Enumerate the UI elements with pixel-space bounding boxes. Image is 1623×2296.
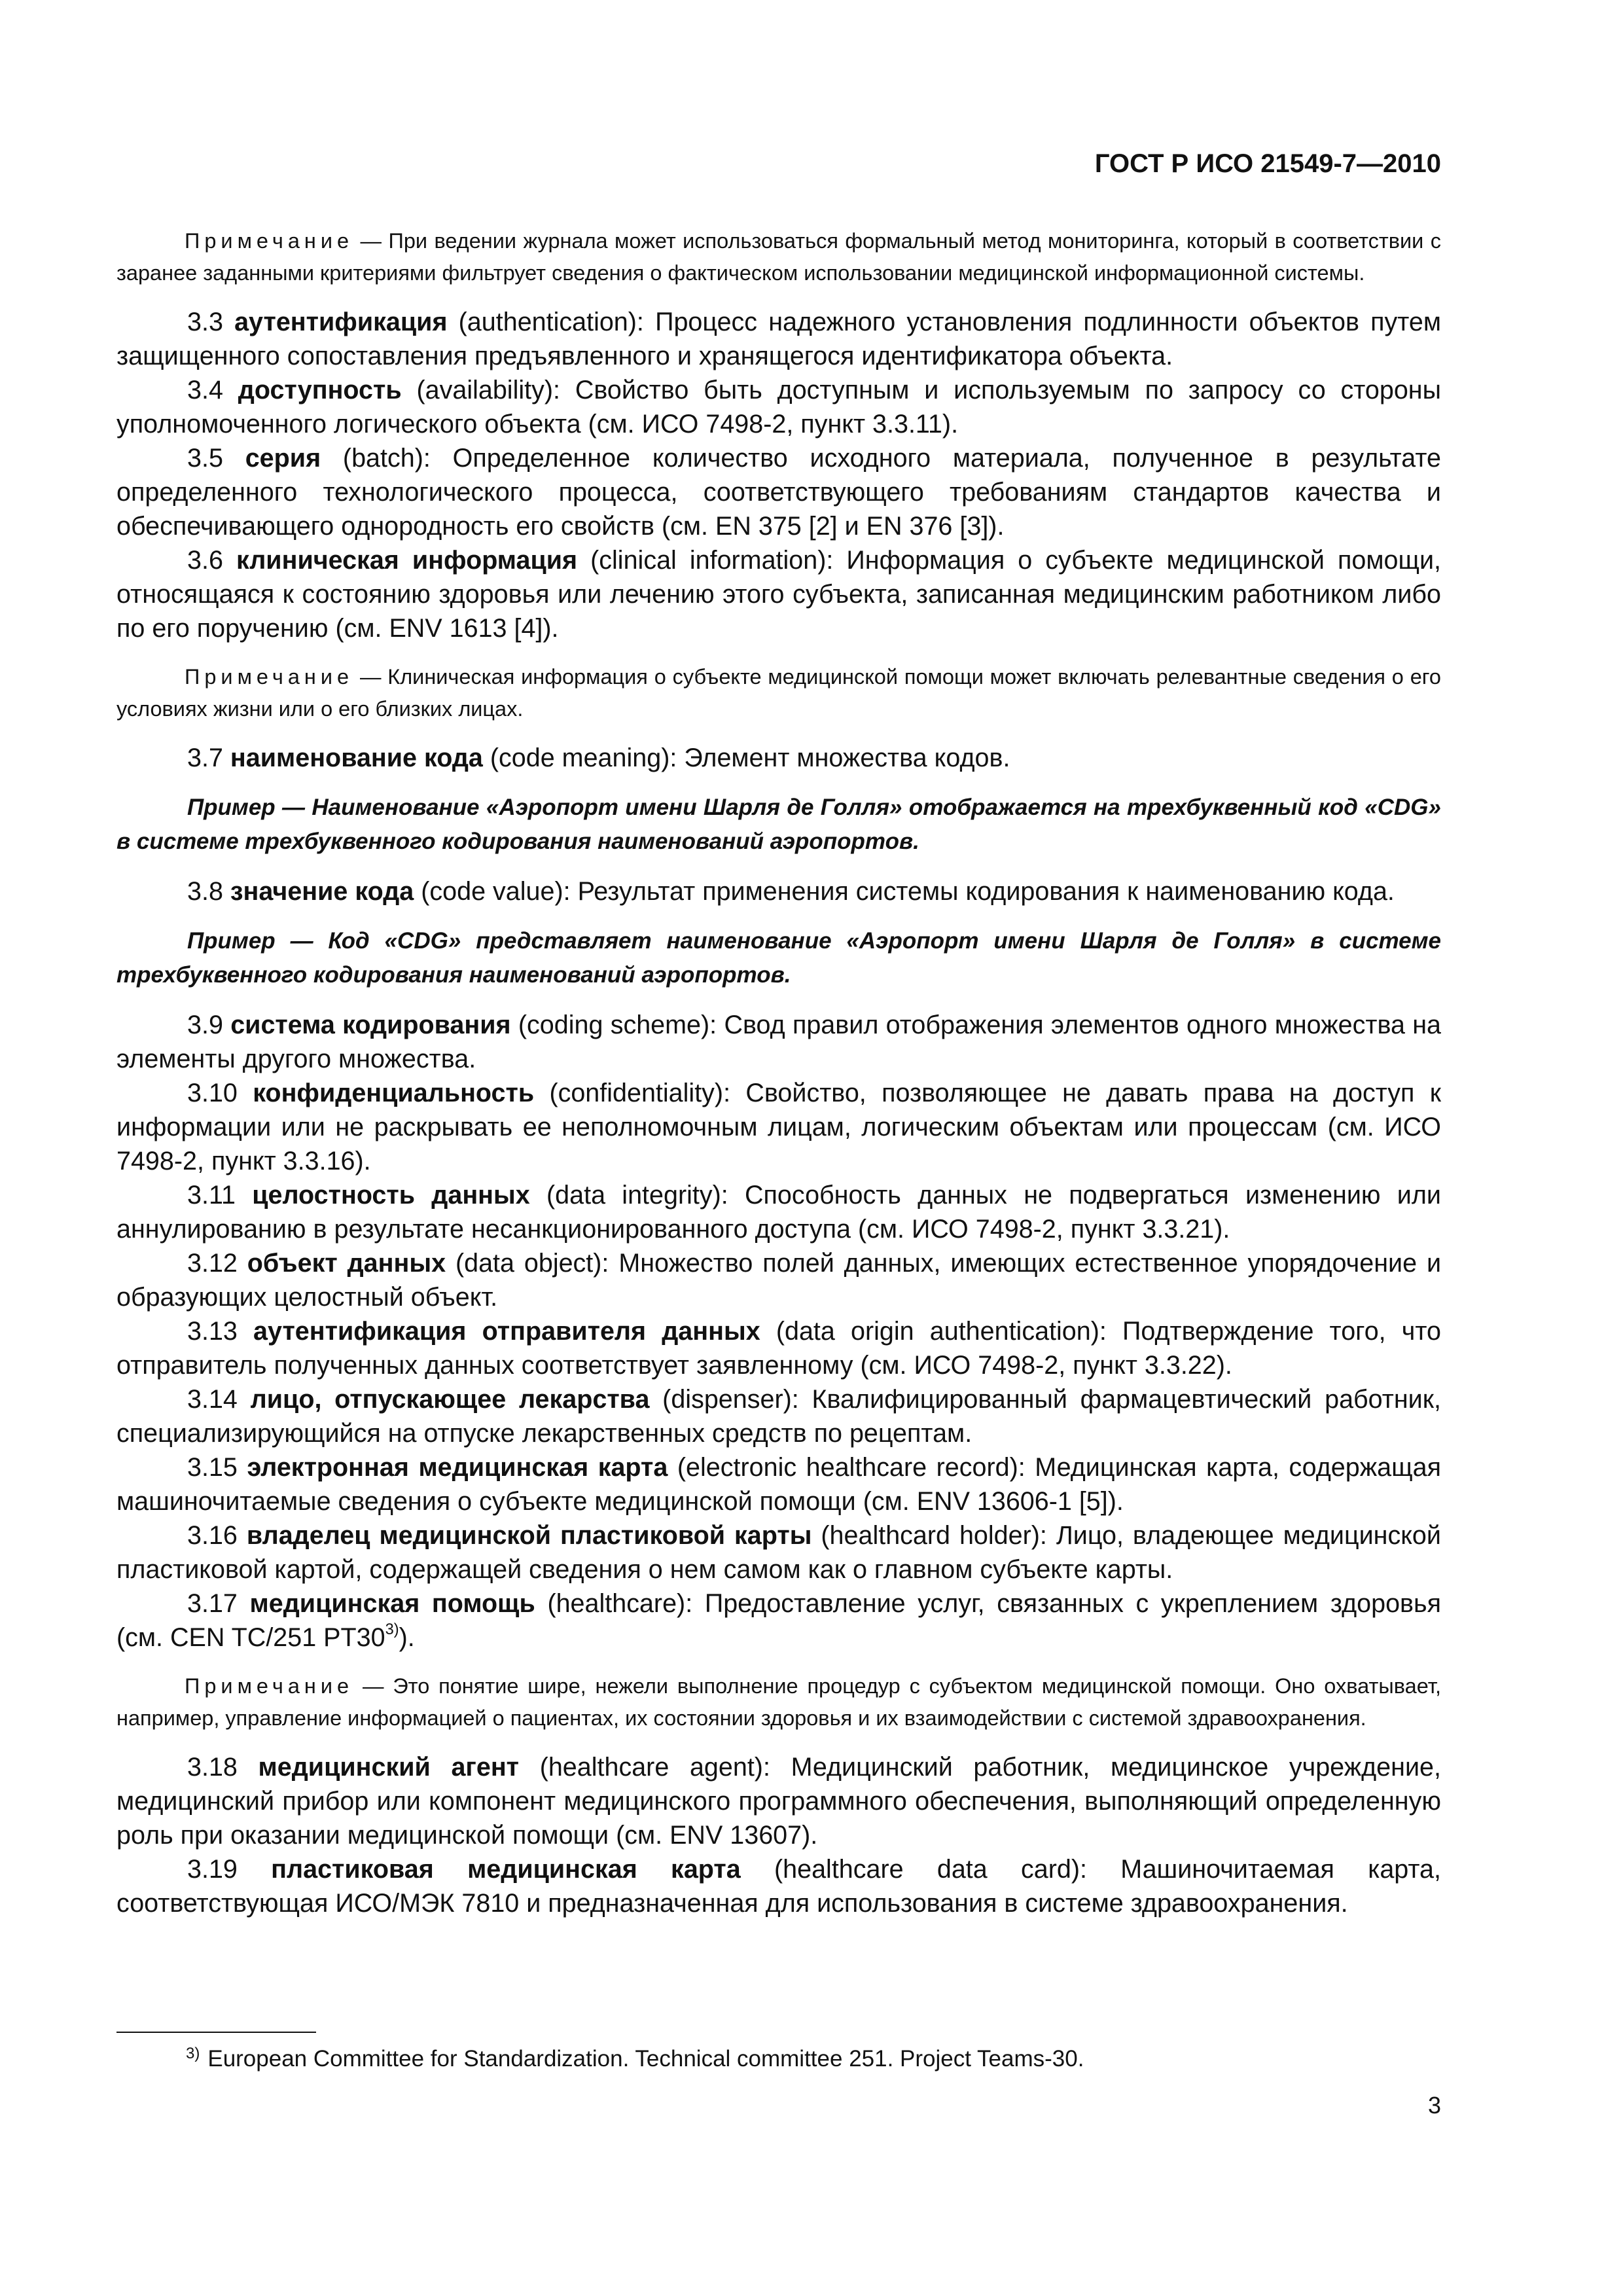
term: серия [245, 444, 321, 473]
definition-3-13: 3.13 аутентификация отправителя данных (data origin authentication): Подтверждение того, что отправитель полученных данных соответствует заявленному (см. ИСО 7498-2, пункт 3.3.22). [116, 1317, 1441, 1380]
term: аутентификация отправителя данных [253, 1317, 760, 1346]
definition-3-15: 3.15 электронная медицинская карта (electronic healthcare record): Медицинская карта, содержащая машиночитаемые сведения о субъекте медицинской помощи (см. ENV 13606-1 [5]). [116, 1453, 1441, 1516]
term: значение кода [230, 877, 414, 906]
term: объект данных [247, 1249, 446, 1278]
footnote-mark: 3) [186, 2045, 200, 2062]
term: медицинский агент [258, 1753, 520, 1782]
term: пластиковая медицинская карта [271, 1855, 741, 1884]
footnote-text: European Committee for Standardization. Technical committee 251. Project Teams-30. [207, 2046, 1084, 2072]
definition-3-3: 3.3 аутентификация (authentication): Процесс надежного установления подлинности объектов путем защищенного сопоставления предъявленного и хранящегося идентификатора объекта. [116, 308, 1441, 370]
standard-designation: ГОСТ Р ИСО 21549-7—2010 [1094, 149, 1441, 178]
definition-3-16: 3.16 владелец медицинской пластиковой карты (healthcard holder): Лицо, владеющее медицинской пластиковой картой, содержащей сведения о нем самом как о главном субъекте карты. [116, 1521, 1441, 1584]
footnote [186, 2045, 1084, 2072]
definition-3-4: 3.4 доступность (availability): Свойство быть доступным и используемым по запросу со стороны уполномоченного логического объекта (см. ИСО 7498-2, пункт 3.3.11). [116, 376, 1441, 439]
example-paragraph: Пример — Код «CDG» представляет наименование «Аэропорт имени Шарля де Голля» в системе трехбуквенного кодирования наименований аэропортов. [116, 928, 1441, 988]
term: медицинская помощь [249, 1589, 535, 1618]
note-text: Это понятие шире, нежели выполнение процедур с субъектом медицинской помощи. Оно охватывает, например, управление информацией о пациентах, их состоянии здоровья и их взаимодействии с системой здравоохранения. [116, 1674, 1442, 1730]
definition-3-17: 3.17 медицинская помощь (healthcare): Предоставление услуг, связанных с укреплением здоровья (см. CEN TC/251 PT30$^{3)}$). [116, 1589, 1441, 1652]
term: целостность данных [252, 1181, 530, 1210]
footnote-separator [116, 2032, 316, 2033]
definition-3-11: 3.11 целостность данных (data integrity): Способность данных не подвергаться изменению или аннулированию в результате несанкционированного доступа (см. ИСО 7498-2, пункт 3.3.21). [116, 1181, 1441, 1244]
definition-3-18: 3.18 медицинский агент (healthcare agent): Медицинский работник, медицинское учреждение, медицинский прибор или компонент медицинского программного обеспечения, выполняющий определенную роль при оказании медицинской помощи (см. ENV 13607). [116, 1753, 1441, 1850]
definition-3-19: 3.19 пластиковая медицинская карта (healthcare data card): Машиночитаемая карта, соответствующая ИСО/МЭК 7810 и предназначенная для использования в системе здравоохранения. [116, 1855, 1442, 1918]
note-paragraph: Примечание — Клиническая информация о субъекте медицинской помощи может включать релевантные сведения о его условиях жизни или о его близких лицах. [116, 665, 1441, 721]
definition-3-9: 3.9 система кодирования (coding scheme): Свод правил отображения элементов одного множества на элементы другого множества. [116, 1011, 1442, 1073]
term: система кодирования [230, 1011, 511, 1039]
term: лицо, отпускающее лекарства [250, 1385, 650, 1414]
definition-3-5: 3.5 серия (batch): Определенное количество исходного материала, полученное в результате определенного технологического процесса, соответствующего требованиям стандартов качества и обеспечивающего однородность его свойств (см. EN 375 [2] и EN 376 [3]). [116, 444, 1441, 541]
example-paragraph: Пример — Наименование «Аэропорт имени Шарля де Голля» отображается на трехбуквенный код «CDG» в системе трехбуквенного кодирования наименований аэропортов. [116, 795, 1441, 854]
definition-3-14: 3.14 лицо, отпускающее лекарства (dispenser): Квалифицированный фармацевтический работник, специализирующийся на отпуске лекарственных средств по рецептам. [116, 1385, 1441, 1448]
term: клиническая информация [236, 546, 578, 575]
note-text: Клиническая информация о субъекте медицинской помощи может включать релевантные сведения о его условиях жизни или о его близких лицах. [116, 665, 1441, 721]
footnote-reference: 3) [385, 1621, 399, 1639]
note-label: Примечание [185, 665, 354, 689]
term: доступность [238, 376, 402, 404]
note-paragraph: Примечание — При ведении журнала может использоваться формальный метод мониторинга, который в соответствии с заранее заданными критериями фильтрует сведения о фактическом использовании медицинской информационной системы. [116, 229, 1442, 285]
note-label: Примечание [185, 1674, 354, 1698]
term: владелец медицинской пластиковой карты [246, 1521, 812, 1550]
definition-3-6: 3.6 клиническая информация (clinical information): Информация о субъекте медицинской помощи, относящаяся к состоянию здоровья или лечению этого субъекта, записанная медицинским работником либо по его поручению (см. ENV 1613 [4]). [116, 546, 1441, 643]
definition-3-7: 3.7 наименование кода (code meaning): Элемент множества кодов. [187, 744, 1010, 772]
term: аутентификация [234, 308, 448, 336]
definition-3-10: 3.10 конфиденциальность (confidentiality): Свойство, позволяющее не давать права на доступ к информации или не раскрывать ее неполномочным лицам, логическим объектам или процессам (см. ИСО 7498-2, пункт 3.3.16). [116, 1079, 1441, 1175]
page-number: 3 [1427, 2092, 1441, 2119]
term: электронная медицинская карта [247, 1453, 668, 1482]
page-content [116, 225, 1441, 1920]
note-label: Примечание [185, 229, 354, 253]
definition-3-12: 3.12 объект данных (data object): Множество полей данных, имеющих естественное упорядочение и образующих целостный объект. [116, 1249, 1442, 1312]
term: конфиденциальность [253, 1079, 535, 1107]
document-page [116, 0, 1441, 2296]
term: наименование кода [230, 744, 483, 772]
note-paragraph: Примечание — Это понятие шире, нежели выполнение процедур с субъектом медицинской помощи. Оно охватывает, например, управление информацией о пациентах, их состоянии здоровья и их взаимодействии с системой здравоохранения. [116, 1674, 1442, 1730]
definition-3-8: 3.8 значение кода (code value): Результат применения системы кодирования к наименованию кода. [187, 877, 1395, 906]
note-text: При ведении журнала может использоваться формальный метод мониторинга, который в соответствии с заранее заданными критериями фильтрует сведения о фактическом использовании медицинской информационной системы. [116, 229, 1442, 285]
